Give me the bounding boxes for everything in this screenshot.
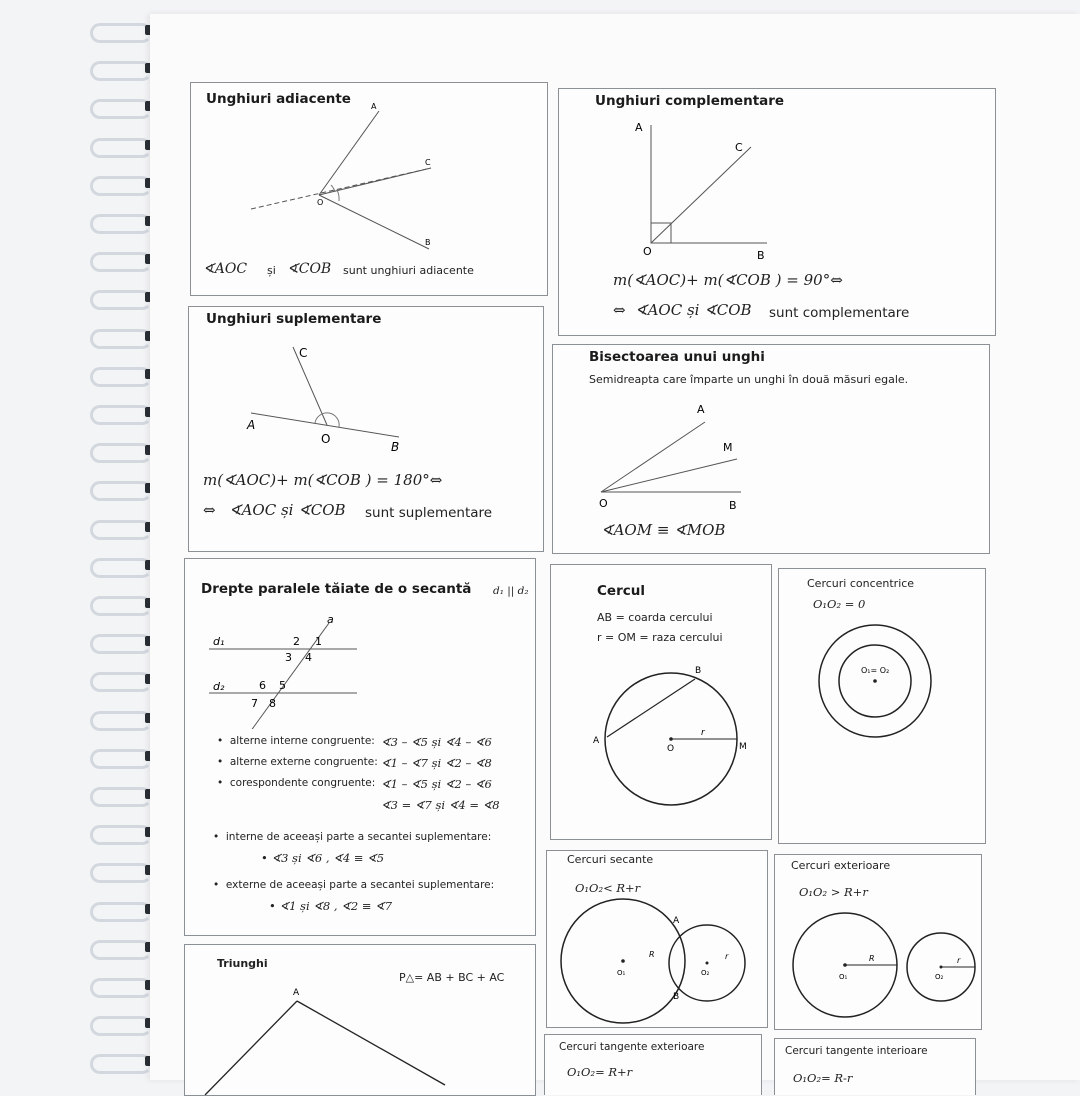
card-cercuri-secante xyxy=(546,850,768,1028)
card-title: Cercul xyxy=(597,583,645,599)
radius-label: R xyxy=(869,954,875,963)
ring-loop xyxy=(90,1016,152,1036)
card-title: Triunghi xyxy=(217,957,268,970)
spiral-ring xyxy=(82,58,156,82)
point-label: O xyxy=(599,497,608,510)
point-label: C xyxy=(425,158,431,167)
point-label: A xyxy=(247,418,256,432)
spiral-ring xyxy=(82,593,156,617)
ring-loop xyxy=(90,61,152,81)
ring-loop xyxy=(90,176,152,196)
exterior-circles-diagram xyxy=(775,855,981,1029)
radius-label: r xyxy=(957,956,961,965)
spiral-ring xyxy=(82,631,156,655)
ring-loop xyxy=(90,367,152,387)
spiral-ring xyxy=(82,20,156,44)
center-label: O₁= O₂ xyxy=(861,666,890,675)
spiral-ring xyxy=(82,364,156,388)
spiral-ring xyxy=(82,440,156,464)
point-label: A xyxy=(593,736,600,746)
parallel-relation: d₁ || d₂ xyxy=(493,585,529,597)
exterior-formula: O₁O₂ > R+r xyxy=(799,885,868,899)
card-title: Unghiuri complementare xyxy=(595,93,785,109)
spiral-ring xyxy=(82,173,156,197)
card-title: Unghiuri suplementare xyxy=(206,311,382,327)
complementary-angles: ∢AOC și ∢COB xyxy=(635,301,752,319)
card-cercuri-exterioare xyxy=(774,854,982,1030)
ring-loop xyxy=(90,634,152,654)
ring-loop xyxy=(90,443,152,463)
vertex-label: A xyxy=(293,988,300,998)
point-label: O xyxy=(643,245,652,258)
tangent-interior-formula: O₁O₂= R-r xyxy=(793,1071,853,1085)
radius-label: r xyxy=(701,728,705,738)
card-cercuri-concentrice xyxy=(778,568,986,844)
ring-loop xyxy=(90,252,152,272)
line-label: d₁ xyxy=(213,635,225,648)
spiral-ring xyxy=(82,822,156,846)
angle-number: 3 xyxy=(285,651,292,664)
item-text: alterne externe congruente: xyxy=(229,756,378,768)
ring-loop xyxy=(90,787,152,807)
spiral-ring xyxy=(82,860,156,884)
card-title: Cercuri concentrice xyxy=(807,577,915,590)
item-math: • ∢1 și ∢8 , ∢2 ≡ ∢7 xyxy=(269,899,393,913)
point-label: O xyxy=(667,744,675,754)
ring-loop xyxy=(90,290,152,310)
angle-number: 7 xyxy=(251,697,258,710)
point-label: B xyxy=(391,440,400,454)
triangle-diagram xyxy=(185,945,535,1095)
ring-loop xyxy=(90,978,152,998)
item-math: ∢1 – ∢5 și ∢2 – ∢6 xyxy=(381,777,492,791)
angle-number: 4 xyxy=(305,651,312,664)
ring-loop xyxy=(90,596,152,616)
bisector-formula: ∢AOM ≡ ∢MOB xyxy=(601,521,726,539)
supplementary-angles-diagram xyxy=(189,307,543,467)
spiral-ring xyxy=(82,96,156,120)
spiral-ring xyxy=(82,135,156,159)
card-tangente-exterioare xyxy=(544,1034,762,1095)
line-label: a xyxy=(327,613,334,626)
ring-loop xyxy=(90,825,152,845)
item-text: corespondente congruente: xyxy=(229,777,376,789)
ring-loop xyxy=(90,329,152,349)
ring-loop xyxy=(90,940,152,960)
point-label: A xyxy=(673,916,680,926)
list-item: • alterne interne congruente: xyxy=(217,735,375,747)
spiral-ring xyxy=(82,249,156,273)
center-label: O₂ xyxy=(935,973,944,981)
center-label: O₁ xyxy=(617,969,626,977)
ring-loop xyxy=(90,749,152,769)
definition-line: AB = coarda cercului xyxy=(597,611,713,624)
point-label: O xyxy=(317,198,324,207)
ring-loop xyxy=(90,520,152,540)
line-label: d₂ xyxy=(213,680,225,693)
ring-loop xyxy=(90,481,152,501)
point-label: B xyxy=(729,499,737,512)
conclusion-text: sunt complementare xyxy=(769,305,910,321)
card-unghiuri-suplementare xyxy=(188,306,544,552)
ring-loop xyxy=(90,863,152,883)
list-item: • corespondente congruente: xyxy=(217,777,376,789)
item-math: ∢1 – ∢7 și ∢2 – ∢8 xyxy=(381,756,492,770)
ring-loop xyxy=(90,405,152,425)
card-bisectoarea xyxy=(552,344,990,554)
card-title: Cercuri exterioare xyxy=(791,859,891,872)
spiral-ring xyxy=(82,478,156,502)
point-label: A xyxy=(635,121,643,134)
angle-number: 6 xyxy=(259,679,266,692)
spiral-ring xyxy=(82,1051,156,1075)
point-label: O xyxy=(321,432,331,446)
card-title: Cercuri tangente exterioare xyxy=(559,1041,705,1053)
point-label: C xyxy=(299,346,308,360)
card-unghiuri-complementare xyxy=(558,88,996,336)
item-text: externe de aceeași parte a secantei suplementare: xyxy=(225,879,495,891)
card-drepte-paralele xyxy=(184,558,536,936)
list-item: • externe de aceeași parte a secantei suplementare: xyxy=(213,879,495,891)
equivalence-arrow: ⇔ xyxy=(613,301,626,319)
supplementary-formula: m(∢AOC)+ m(∢COB ) = 180°⇔ xyxy=(203,471,443,489)
ring-loop xyxy=(90,23,152,43)
spiral-ring xyxy=(82,287,156,311)
statement-text: sunt unghiuri adiacente xyxy=(343,264,474,277)
point-label: M xyxy=(723,441,733,454)
card-triunghi xyxy=(184,944,536,1096)
notebook-page xyxy=(150,14,1080,1085)
angle-cob: ∢COB xyxy=(287,261,332,277)
point-label: B xyxy=(757,249,765,262)
spiral-ring xyxy=(82,746,156,770)
list-item: • alterne externe congruente: xyxy=(217,756,378,768)
item-text: interne de aceeași parte a secantei suplementare: xyxy=(225,831,492,843)
spiral-ring xyxy=(82,211,156,235)
adjacent-angles-diagram xyxy=(191,83,547,263)
secant-circles-diagram xyxy=(547,851,767,1027)
card-title: Cercuri secante xyxy=(567,853,654,866)
ring-loop xyxy=(90,711,152,731)
angle-number: 8 xyxy=(269,697,276,710)
concentric-formula: O₁O₂ = 0 xyxy=(813,597,866,611)
conclusion-text: sunt suplementare xyxy=(365,505,493,521)
radius-label: R xyxy=(649,950,655,959)
card-cercul xyxy=(550,564,772,840)
center-label: O₁ xyxy=(839,973,848,981)
ring-loop xyxy=(90,1054,152,1074)
angle-number: 5 xyxy=(279,679,286,692)
spiral-ring xyxy=(82,784,156,808)
bisector-diagram xyxy=(553,345,989,525)
spiral-ring xyxy=(82,669,156,693)
card-subtitle: Semidreapta care împarte un unghi în două măsuri egale. xyxy=(589,373,909,386)
complementary-formula: m(∢AOC)+ m(∢COB ) = 90°⇔ xyxy=(613,271,843,289)
card-title: Drepte paralele tăiate de o secantă xyxy=(201,581,472,597)
spiral-ring xyxy=(82,937,156,961)
item-math: ∢3 – ∢5 și ∢4 – ∢6 xyxy=(381,735,492,749)
spiral-ring xyxy=(82,708,156,732)
ring-loop xyxy=(90,138,152,158)
item-text: alterne interne congruente: xyxy=(229,735,375,747)
spiral-ring xyxy=(82,899,156,923)
point-label: C xyxy=(735,141,743,154)
list-item: • interne de aceeași parte a secantei suplementare: xyxy=(213,831,492,843)
angle-number: 1 xyxy=(315,635,322,648)
ring-loop xyxy=(90,902,152,922)
item-math: • ∢3 și ∢6 , ∢4 ≡ ∢5 xyxy=(261,851,385,865)
item-math-extra: ∢3 = ∢7 și ∢4 = ∢8 xyxy=(381,798,500,812)
angle-number: 2 xyxy=(293,635,300,648)
point-label: M xyxy=(739,742,747,752)
equivalence-arrow: ⇔ xyxy=(203,501,216,519)
definition-line: r = OM = raza cercului xyxy=(597,631,723,644)
spiral-ring xyxy=(82,402,156,426)
supplementary-angles: ∢AOC și ∢COB xyxy=(229,501,346,519)
concentric-circles-diagram xyxy=(779,569,985,843)
card-title: Cercuri tangente interioare xyxy=(785,1045,928,1057)
point-label: B xyxy=(673,992,680,1002)
spiral-ring xyxy=(82,975,156,999)
spiral-ring xyxy=(82,1013,156,1037)
radius-label: r xyxy=(725,952,729,961)
card-title: Bisectoarea unui unghi xyxy=(589,349,765,365)
ring-loop xyxy=(90,99,152,119)
point-label: A xyxy=(697,403,705,416)
secant-formula: O₁O₂< R+r xyxy=(575,881,641,895)
spiral-ring xyxy=(82,555,156,579)
card-unghiuri-adiacente xyxy=(190,82,548,296)
tangent-exterior-formula: O₁O₂= R+r xyxy=(567,1065,633,1079)
perimeter-formula: P△= AB + BC + AC xyxy=(399,971,505,984)
angle-aoc: ∢AOC xyxy=(203,261,248,277)
conjunction: și xyxy=(267,264,276,277)
point-label: B xyxy=(695,666,702,676)
circle-diagram xyxy=(551,565,771,839)
point-label: B xyxy=(425,238,431,247)
complementary-angles-diagram xyxy=(559,89,995,269)
spiral-ring xyxy=(82,517,156,541)
center-label: O₂ xyxy=(701,969,710,977)
ring-loop xyxy=(90,214,152,234)
card-title: Unghiuri adiacente xyxy=(206,91,351,107)
ring-loop xyxy=(90,672,152,692)
spiral-ring xyxy=(82,326,156,350)
point-label: A xyxy=(371,102,377,111)
ring-loop xyxy=(90,558,152,578)
parallel-lines-diagram xyxy=(185,559,535,729)
card-tangente-interioare xyxy=(774,1038,976,1095)
